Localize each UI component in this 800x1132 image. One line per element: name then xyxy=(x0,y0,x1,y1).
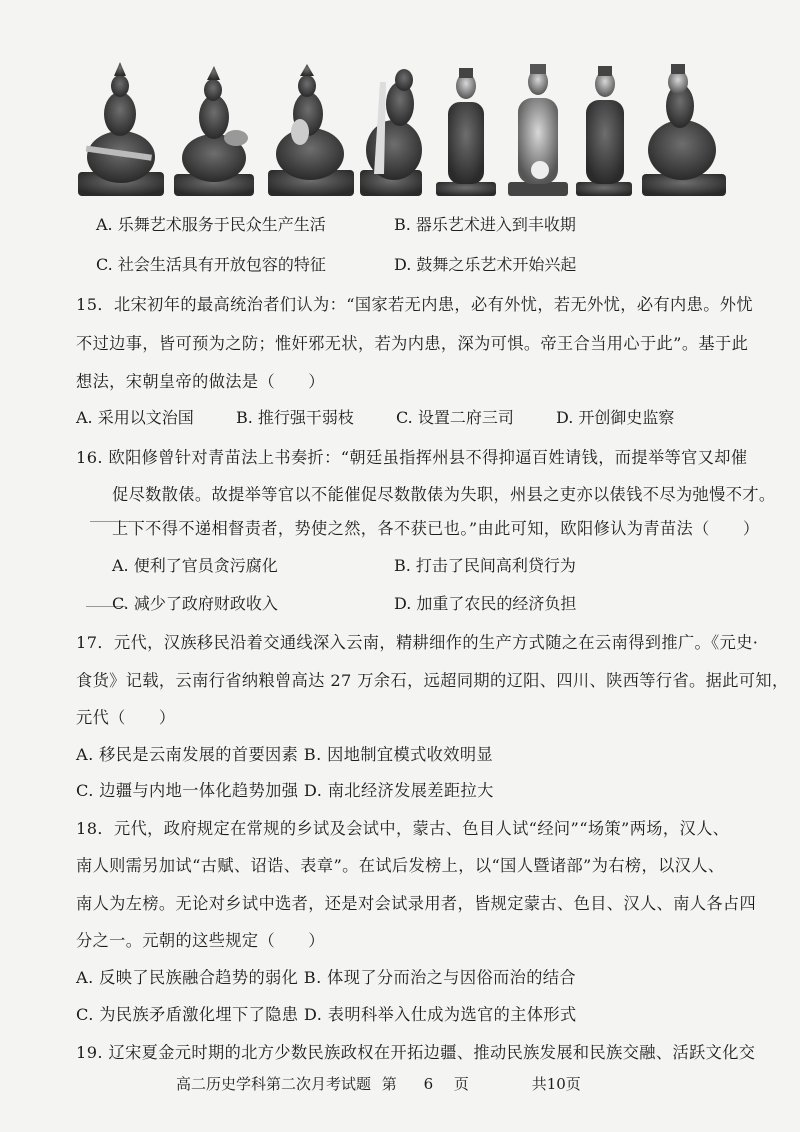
q18-stem-line-2: 南人则需另加试“古赋、诏诰、表章”。在试后发榜上，以“国人暨诸部”为右榜，以汉人、 xyxy=(76,856,725,875)
figurine-3 xyxy=(268,64,354,196)
figurine-2 xyxy=(174,66,254,196)
footer-page-suffix: 页 xyxy=(453,1075,469,1093)
q18-stem-line-4: 分之一。元朝的这些规定（ ） xyxy=(76,931,325,950)
figurine-7 xyxy=(576,66,632,196)
q15-stem-line-3: 想法，宋朝皇帝的做法是（ ） xyxy=(76,372,325,391)
q14-option-d: D. 鼓舞之乐艺术开始兴起 xyxy=(394,255,577,274)
q15-option-a: A. 采用以文治国 xyxy=(76,408,194,427)
q16-stem-line-1: 16. 欧阳修曾针对青苗法上书奏折：“朝廷虽指挥州县不得抑逼百姓请钱，而提举等官又却催 xyxy=(76,448,748,467)
figurines-illustration xyxy=(78,62,728,198)
q19-stem-line-1: 19. 辽宋夏金元时期的北方少数民族政权在开拓边疆、推动民族发展和民族交融、活跃文化交 xyxy=(76,1043,756,1062)
q18-stem-line-1: 18．元代，政府规定在常规的乡试及会试中，蒙古、色目人试“经问”“场策”两场，汉人、 xyxy=(76,819,730,838)
q16-stem-line-2: 促尽数散俵。故提举等官以不能催促尽数散俵为失职，州县之吏亦以俵钱不尽为弛慢不才。 xyxy=(112,485,776,504)
q15-stem-line-1: 15．北宋初年的最高统治者们认为：“国家若无内患，必有外忧，若无外忧，必有内患。外忧 xyxy=(76,295,753,314)
q15-option-d: D. 开创御史监察 xyxy=(556,408,675,427)
figurine-5 xyxy=(436,68,496,196)
q16-stem-line-3: 上下不得不递相督责者，势使之然，各不获已也。”由此可知，欧阳修认为青苗法（ ） xyxy=(112,519,760,538)
figurine-4 xyxy=(360,69,422,196)
q16-option-c: C. 减少了政府财政收入 xyxy=(112,594,278,613)
footer-total-pages: 共10页 xyxy=(531,1075,581,1093)
q17-stem-line-3: 元代（ ） xyxy=(76,708,176,727)
q16-option-b: B. 打击了民间高利贷行为 xyxy=(394,556,576,575)
q14-option-b: B. 器乐艺术进入到丰收期 xyxy=(394,215,576,234)
footer-page-number: 6 xyxy=(423,1075,434,1093)
q14-option-a: A. 乐舞艺术服务于民众生产生活 xyxy=(96,215,326,234)
q16-option-d: D. 加重了农民的经济负担 xyxy=(394,594,577,613)
footer-page-prefix: 第 xyxy=(381,1075,397,1093)
figurine-6 xyxy=(508,64,568,196)
q17-options-line-1: A. 移民是云南发展的首要因素 B. 因地制宜模式收效明显 xyxy=(76,745,494,764)
footer-subject: 高二历史学科第二次月考试题 xyxy=(176,1075,372,1093)
q15-option-b: B. 推行强干弱枝 xyxy=(236,408,354,427)
q18-stem-line-3: 南人为左榜。无论对乡试中选者，还是对会试录用者，皆规定蒙古、色目、汉人、南人各占四 xyxy=(76,894,757,913)
q15-stem-line-2: 不过边事，皆可预为之防；惟奸邪无状，若为内患，深为可惧。帝王合当用心于此”。基于此 xyxy=(76,334,749,353)
q17-stem-line-2: 食货》记载，云南行省纳粮曾高达 27 万余石，远超同期的辽阳、四川、陕西等行省。据此可知， xyxy=(76,671,789,690)
q17-stem-line-1: 17．元代，汉族移民沿着交通线深入云南，精耕细作的生产方式随之在云南得到推广。《元史· xyxy=(76,633,759,652)
figurine-8 xyxy=(642,64,726,196)
q17-options-line-2: C. 边疆与内地一体化趋势加强 D. 南北经济发展差距拉大 xyxy=(76,781,494,800)
q16-option-a: A. 便利了官员贪污腐化 xyxy=(112,556,278,575)
q14-option-c: C. 社会生活具有开放包容的特征 xyxy=(96,255,326,274)
page-footer xyxy=(176,1073,587,1094)
q15-option-c: C. 设置二府三司 xyxy=(396,408,514,427)
figurine-1 xyxy=(78,62,164,196)
q18-options-line-2: C. 为民族矛盾激化埋下了隐患 D. 表明科举入仕成为选官的主体形式 xyxy=(76,1005,577,1024)
q18-options-line-1: A. 反映了民族融合趋势的弱化 B. 体现了分而治之与因俗而治的结合 xyxy=(76,968,576,987)
tang-figurines-image xyxy=(78,62,728,198)
